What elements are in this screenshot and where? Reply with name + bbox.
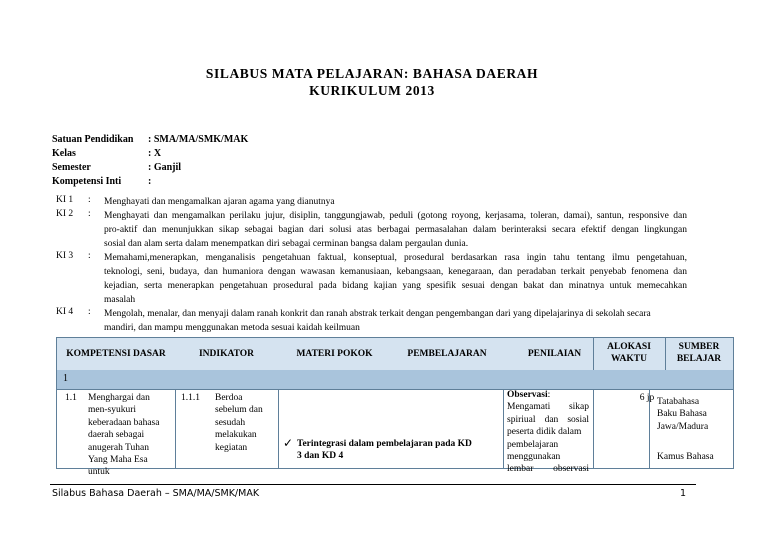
header-kompetensi-dasar: KOMPETENSI DASAR	[66, 349, 166, 359]
ki-text-line: teknologi, seni, budaya, dan humaniora dengan wawasan kemanusiaan, kebangsaan, kenegaraan, dan peradaban terkait penyebab fenomena dan	[104, 267, 687, 277]
penilaian-line: pembelajaran	[507, 439, 559, 450]
meta-value-satuan: : SMA/MA/SMK/MAK	[148, 134, 249, 145]
indikator-line: sebelum dan	[215, 405, 263, 416]
kd-text	[88, 392, 159, 479]
indikator-line: kegiatan	[215, 442, 248, 453]
ki-text-line: pro-aktif dan menunjukkan sikap sebagai bagian dari solusi atas berbagai permasalahan dalam berinteraksi secara efektif dengan lingkungan	[104, 225, 687, 235]
kd-line: daerah sebagai	[88, 430, 145, 441]
section-number: 1	[63, 373, 68, 384]
check-icon: ✓	[283, 436, 294, 450]
penilaian-line: Mengamati sikap	[507, 402, 589, 413]
ki-text-line: Memahami,menerapkan, menganalisis pengetahuan faktual, konseptual, prosedural berdasarkan rasa ingin tahu tentang ilmu pengetahuan,	[104, 253, 687, 263]
header-penilaian: PENILAIAN	[527, 349, 582, 359]
ki-text-line: masalah	[104, 295, 136, 305]
kd-line: anugerah Tuhan	[88, 442, 149, 453]
indikator-number: 1.1.1	[181, 393, 200, 403]
sumber-extra: Kamus Bahasa	[657, 452, 714, 462]
header-sumber-line1: SUMBER	[678, 342, 720, 352]
sumber-line: Baku Bahasa	[657, 409, 707, 420]
header-divider	[593, 338, 594, 370]
footer-text: Silabus Bahasa Daerah – SMA/MA/SMK/MAK	[52, 488, 260, 499]
ki-text-line: Mengolah, menalar, dan menyaji dalam ranah konkrit dan ranah abstrak terkait dengan pengembangan dari yang dipelajarinya di sekolah secara	[104, 309, 651, 319]
indikator-line: Berdoa	[215, 393, 243, 403]
section-band	[57, 370, 733, 390]
header-pembelajaran: PEMBELAJARAN	[407, 349, 487, 359]
sumber-text	[657, 396, 708, 433]
integrasi-line: 3 dan KD 4	[297, 451, 344, 462]
meta-value-ki: :	[148, 176, 152, 187]
table-header	[57, 338, 733, 371]
kd-line: Yang Maha Esa	[88, 455, 148, 466]
penilaian-line: spiriual dan sosial	[507, 414, 589, 425]
row-divider	[278, 389, 279, 468]
kd-line: untuk	[88, 467, 110, 478]
ki-colon: :	[88, 307, 91, 317]
ki-text-line: kejadian, serta menerapkan pengetahuan prosedural pada bidang kajian yang spesifik sesuai dengan bakat dan minatnya untuk memecahkan	[104, 281, 687, 291]
integrasi-line: Terintegrasi dalam pembelajaran pada KD	[297, 439, 472, 449]
meta-label-satuan: Satuan Pendidikan	[52, 134, 134, 145]
meta-label-semester: Semester	[52, 162, 91, 173]
ki-colon: :	[88, 195, 91, 205]
indikator-text	[215, 392, 263, 454]
penilaian-line: peserta didik dalam	[507, 427, 582, 438]
sumber-line: Tatabahasa	[657, 397, 700, 407]
header-materi-pokok: MATERI POKOK	[296, 349, 373, 359]
meta-label-kelas: Kelas	[52, 148, 76, 159]
header-sumber-line2: BELAJAR	[676, 354, 722, 364]
header-sumber-belajar	[665, 341, 733, 365]
header-alokasi-waktu	[593, 341, 665, 365]
penilaian-heading: Observasi:	[507, 390, 551, 400]
ki-code: KI 2	[56, 209, 74, 219]
header-indikator: INDIKATOR	[198, 349, 255, 359]
penilaian-text	[507, 389, 589, 476]
ki-code: KI 4	[56, 307, 74, 317]
alokasi-value: 6 jp	[639, 393, 655, 403]
document-title-line1: SILABUS MATA PELAJARAN: BAHASA DAERAH	[205, 66, 539, 81]
meta-label-ki: Kompetensi Inti	[52, 176, 122, 187]
header-alokasi-line2: WAKTU	[611, 354, 647, 364]
kd-number: 1.1	[65, 393, 77, 403]
row-divider	[175, 389, 176, 468]
kd-line: men-syukuri	[88, 405, 137, 416]
header-divider	[665, 338, 666, 370]
penilaian-line: lembar observasi	[507, 464, 589, 475]
row-divider	[503, 389, 504, 468]
page-number: 1	[680, 488, 687, 499]
indikator-line: sesudah	[215, 417, 246, 428]
silabus-table	[56, 337, 734, 478]
header-alokasi-line1: ALOKASI	[607, 342, 651, 352]
document-title-line2: KURIKULUM 2013	[309, 83, 435, 98]
footer-rule	[50, 484, 696, 485]
kd-line: Menghargai dan	[88, 393, 150, 403]
meta-value-semester: : Ganjil	[148, 162, 182, 173]
meta-value-kelas: : X	[148, 148, 162, 159]
ki-text-line: sosial dan alam serta dalam menempatkan diri sebagai cerminan bangsa dalam pergaulan dunia.	[104, 239, 469, 249]
penilaian-line: menggunakan	[507, 452, 561, 463]
ki-code: KI 1	[56, 195, 74, 205]
kd-line: keberadaan bahasa	[88, 417, 160, 428]
indikator-line: melakukan	[215, 430, 257, 441]
ki-colon: :	[88, 251, 91, 261]
ki-code: KI 3	[56, 251, 74, 261]
sumber-line: Jawa/Madura	[657, 421, 709, 432]
ki-text-line: Menghayati dan mengamalkan perilaku jujur, disiplin, tanggungjawab, peduli (gotong royong, kerjasama, toleran, damai), santun, responsive dan	[104, 211, 687, 221]
ki-text-line: Menghayati dan mengamalkan ajaran agama yang dianutnya	[104, 197, 335, 207]
integrasi-text	[297, 438, 472, 463]
ki-colon: :	[88, 209, 91, 219]
ki-text-line: mandiri, dan mampu menggunakan metoda sesuai kaidah keilmuan	[104, 323, 360, 333]
